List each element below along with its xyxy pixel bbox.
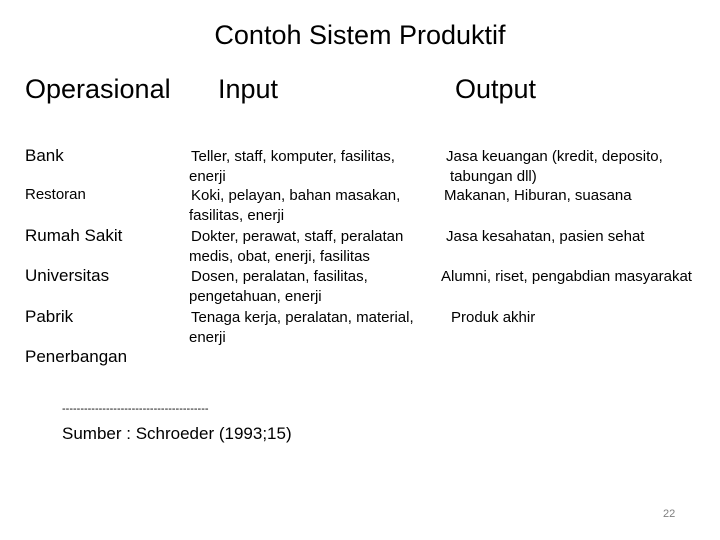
operasional-universitas: Universitas xyxy=(25,266,110,285)
input-line: enerji xyxy=(189,329,226,346)
header-input: Input xyxy=(218,74,279,104)
operasional-pabrik: Pabrik xyxy=(25,307,74,326)
input-line: Tenaga kerja, peralatan, material, xyxy=(191,309,414,326)
input-line: Dosen, peralatan, fasilitas, xyxy=(191,268,368,285)
output-rumah-sakit: Jasa kesahatan, pasien sehat xyxy=(446,228,645,245)
input-rumah-sakit xyxy=(189,227,403,267)
input-line: medis, obat, enerji, fasilitas xyxy=(189,248,370,265)
input-line: Teller, staff, komputer, fasilitas, xyxy=(191,148,395,165)
output-line: tabungan dll) xyxy=(450,168,537,185)
source-citation: Sumber : Schroeder (1993;15) xyxy=(62,424,292,443)
input-pabrik xyxy=(189,308,414,348)
operasional-bank: Bank xyxy=(25,146,64,165)
input-line: Dokter, perawat, staff, peralatan xyxy=(191,228,404,245)
output-universitas: Alumni, riset, pengabdian masyarakat xyxy=(441,268,692,285)
header-operasional: Operasional xyxy=(25,74,171,104)
operasional-rumah-sakit: Rumah Sakit xyxy=(25,226,123,245)
source-divider: ---------------------------------------- xyxy=(62,403,209,415)
input-bank xyxy=(189,147,395,187)
input-line: pengetahuan, enerji xyxy=(189,288,322,305)
output-pabrik: Produk akhir xyxy=(451,309,536,326)
input-universitas xyxy=(189,267,368,307)
operasional-restoran: Restoran xyxy=(25,186,86,203)
input-restoran xyxy=(189,186,400,226)
output-restoran: Makanan, Hiburan, suasana xyxy=(444,187,632,204)
output-line: Jasa keuangan (kredit, deposito, xyxy=(446,148,663,165)
input-line: fasilitas, enerji xyxy=(189,207,285,224)
input-line: enerji xyxy=(189,168,226,185)
operasional-penerbangan: Penerbangan xyxy=(25,347,128,366)
page-number: 22 xyxy=(663,508,676,520)
input-line: Koki, pelayan, bahan masakan, xyxy=(191,187,401,204)
output-bank xyxy=(446,147,663,187)
slide-title: Contoh Sistem Produktif xyxy=(214,20,506,50)
header-output: Output xyxy=(455,74,537,104)
